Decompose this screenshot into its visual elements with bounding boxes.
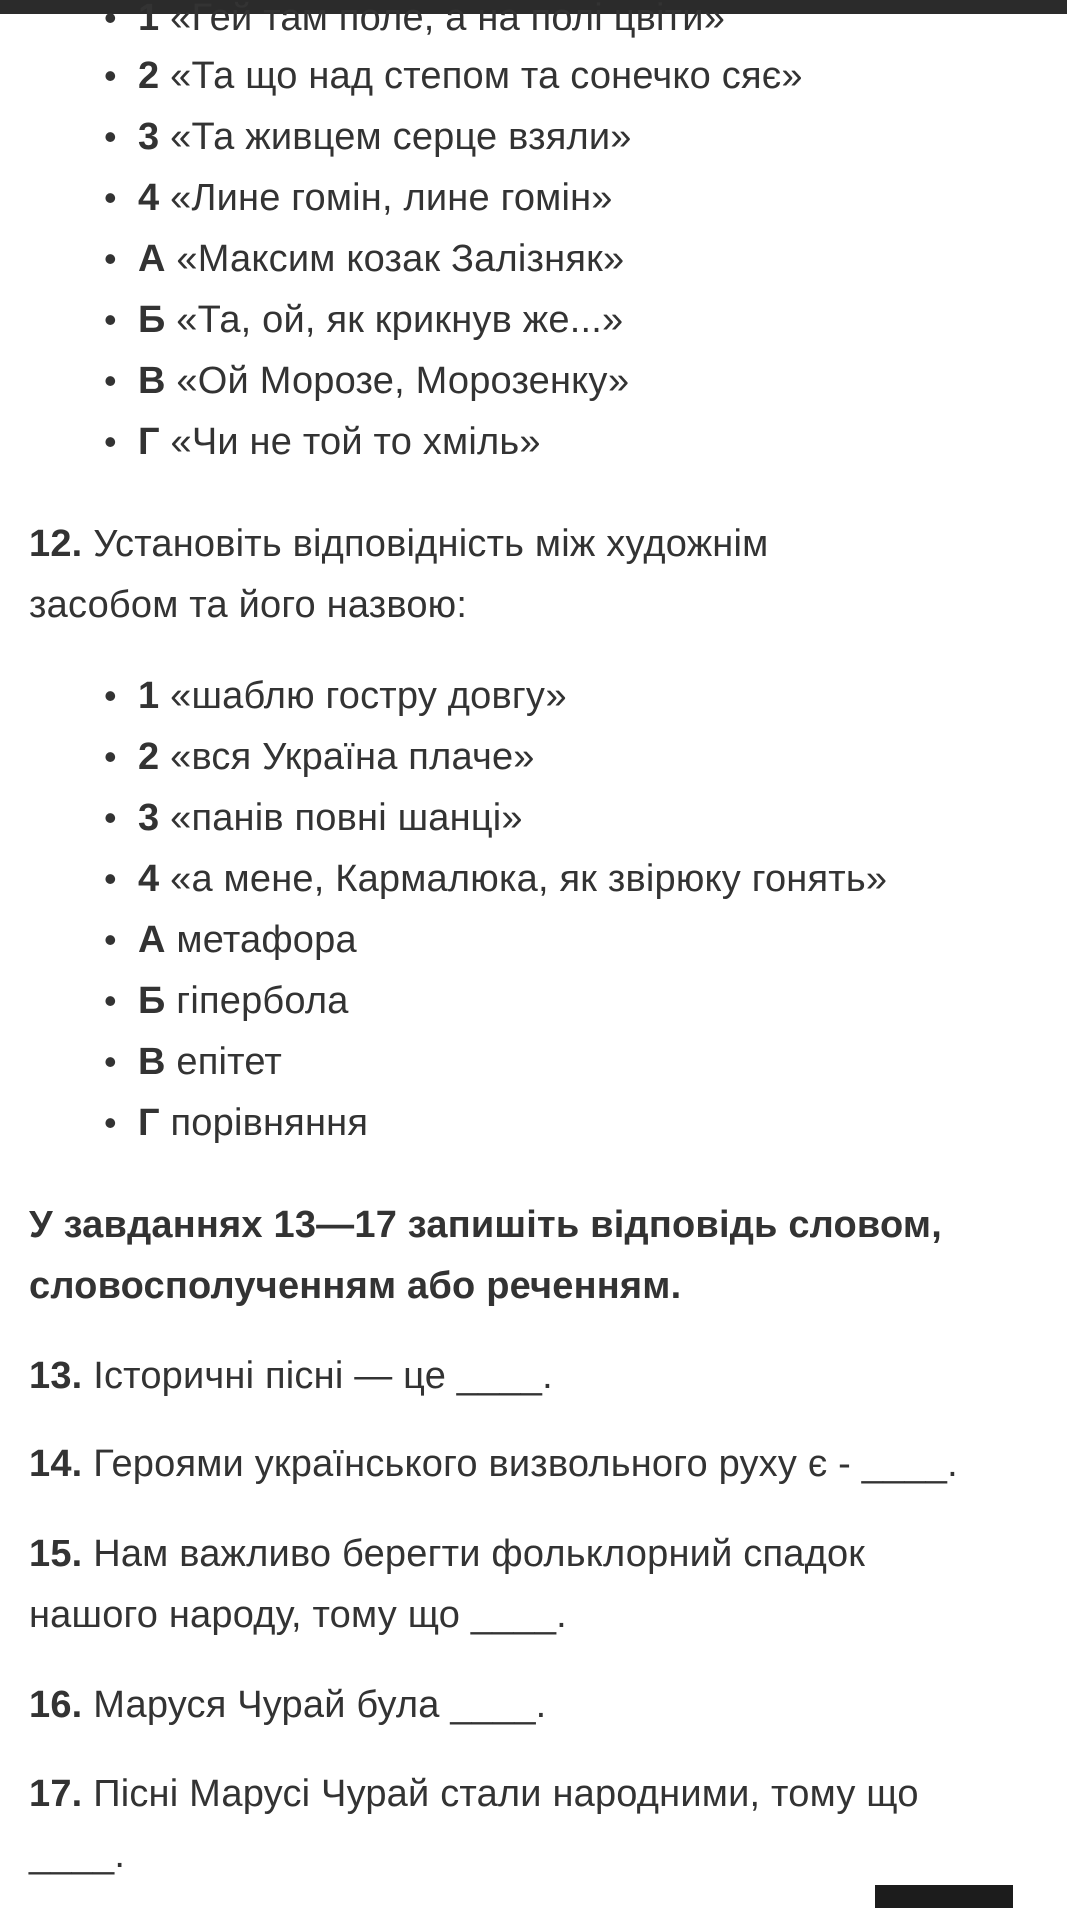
list-item (104, 674, 567, 718)
item-key: В (138, 1041, 166, 1083)
bullet-icon: • (104, 238, 117, 279)
item-text: метафора (176, 919, 357, 961)
question-text-line2: нашого народу, тому що ____. (29, 1594, 567, 1636)
question-12 (29, 514, 768, 575)
item-key: Б (138, 299, 166, 341)
list-item (104, 918, 357, 962)
bullet-icon: • (104, 1041, 117, 1082)
list-item (104, 1040, 282, 1084)
item-text: епітет (176, 1041, 283, 1083)
item-text: порівняння (170, 1102, 369, 1144)
list-item (104, 735, 535, 779)
question-text-line1: Пісні Марусі Чурай стали народними, тому що (93, 1773, 919, 1815)
question-text: Історичні пісні — це ____. (93, 1355, 553, 1397)
item-text: «шаблю гостру довгу» (170, 675, 567, 717)
item-key: 2 (138, 736, 160, 778)
bullet-icon: • (104, 980, 117, 1021)
bullet-icon: • (104, 675, 117, 716)
item-key: Г (138, 1102, 160, 1144)
question-number: 13. (29, 1355, 83, 1397)
question-number: 17. (29, 1773, 83, 1815)
bullet-icon: • (104, 116, 117, 157)
question-15-continued (29, 1585, 567, 1646)
item-text: «Лине гомін, лине гомін» (170, 177, 613, 219)
instruction-line1: У завданнях 13—17 запишіть відповідь словом, (29, 1204, 942, 1246)
bullet-icon: • (104, 919, 117, 960)
bullet-icon: • (104, 797, 117, 838)
item-key: А (138, 919, 166, 961)
bullet-icon: • (104, 858, 117, 899)
question-14 (29, 1434, 958, 1495)
bullet-icon: • (104, 736, 117, 777)
question-text-line2: ____. (29, 1834, 126, 1876)
list-item (104, 0, 725, 40)
bullet-icon: • (104, 299, 117, 340)
item-text: гіпербола (176, 980, 349, 1022)
question-15 (29, 1524, 865, 1585)
item-key: 4 (138, 858, 160, 900)
bullet-icon: • (104, 177, 117, 218)
bullet-icon: • (104, 0, 117, 38)
question-12-continued (29, 575, 467, 636)
item-key: Б (138, 980, 166, 1022)
question-13 (29, 1346, 553, 1407)
list-item (104, 420, 541, 464)
item-key: 3 (138, 797, 160, 839)
floating-button[interactable] (875, 1885, 1013, 1908)
list-item (104, 298, 623, 342)
list-item (104, 979, 349, 1023)
item-text: «Гей там поле, а на полі цвіти» (170, 0, 726, 39)
bullet-icon: • (104, 1102, 117, 1143)
question-text: Героями українського визвольного руху є - ____. (93, 1443, 958, 1485)
instruction-line2: словосполученням або реченням. (29, 1265, 682, 1307)
question-number: 15. (29, 1533, 83, 1575)
list-item (104, 237, 624, 281)
question-text-line1: Нам важливо берегти фольклорний спадок (93, 1533, 866, 1575)
list-item (104, 1101, 368, 1145)
question-text: Маруся Чурай була ____. (93, 1684, 547, 1726)
question-17-continued (29, 1825, 125, 1886)
bullet-icon: • (104, 55, 117, 96)
question-number: 12. (29, 523, 83, 565)
list-item (104, 796, 523, 840)
item-text: «вся Україна плаче» (170, 736, 535, 778)
list-item (104, 115, 632, 159)
item-key: 1 (138, 0, 160, 39)
item-text: «Ой Морозе, Морозенку» (176, 360, 630, 402)
question-number: 14. (29, 1443, 83, 1485)
list-item (104, 857, 887, 901)
item-key: 3 (138, 116, 160, 158)
item-text: «Та що над степом та сонечко сяє» (170, 55, 803, 97)
item-key: Г (138, 421, 160, 463)
question-text-line1: Установіть відповідність між художнім (93, 523, 769, 565)
question-16 (29, 1675, 546, 1736)
list-item (104, 359, 629, 403)
item-text: «Максим козак Залізняк» (176, 238, 625, 280)
list-item (104, 54, 803, 98)
item-text: «Чи не той то хміль» (170, 421, 541, 463)
item-key: 2 (138, 55, 160, 97)
item-key: 1 (138, 675, 160, 717)
question-text-line2: засобом та його назвою: (29, 584, 468, 626)
item-key: В (138, 360, 166, 402)
item-text: «а мене, Кармалюка, як звірюку гонять» (170, 858, 888, 900)
list-item (104, 176, 613, 220)
item-text: «Та, ой, як крикнув же...» (176, 299, 624, 341)
item-text: «панів повні шанці» (170, 797, 523, 839)
bullet-icon: • (104, 421, 117, 462)
bullet-icon: • (104, 360, 117, 401)
question-17 (29, 1764, 919, 1825)
item-key: А (138, 238, 166, 280)
item-key: 4 (138, 177, 160, 219)
item-text: «Та живцем серце взяли» (170, 116, 632, 158)
question-number: 16. (29, 1684, 83, 1726)
